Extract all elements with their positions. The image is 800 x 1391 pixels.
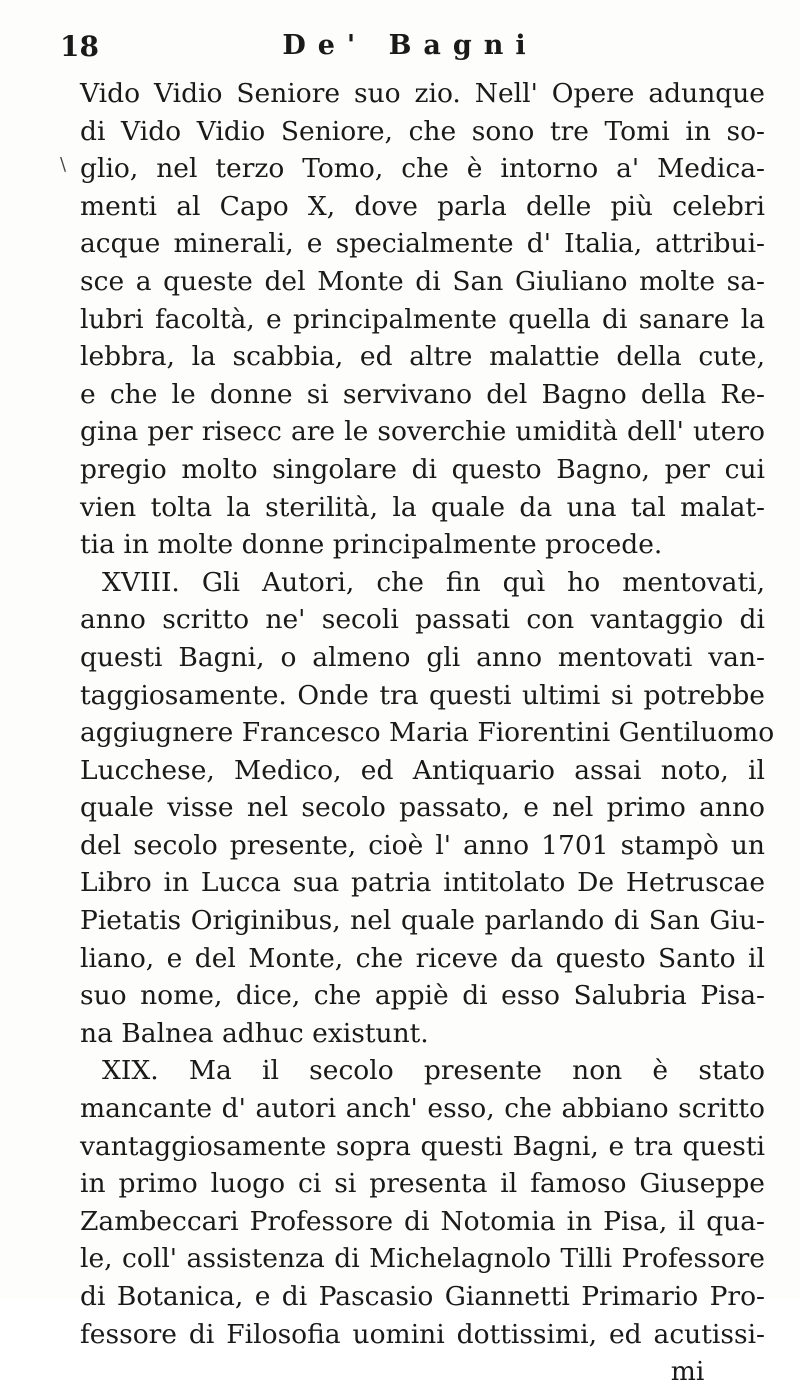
text-line: Pietatis Originibus, nel quale parlando di San Giu- bbox=[80, 905, 765, 937]
page-header bbox=[60, 30, 760, 70]
text-line: e che le donne si servivano del Bagno della Re- bbox=[80, 378, 765, 410]
text-line: aggiugnere Francesco Maria Fiorentini Gentiluomo bbox=[80, 717, 775, 749]
text-line: mancante d' autori anch' esso, che abbiano scritto bbox=[80, 1093, 765, 1125]
text-line: vien tolta la sterilità, la quale da una tal malat- bbox=[80, 491, 765, 523]
text-line: di Vido Vidio Seniore, che sono tre Tomi in so- bbox=[80, 115, 765, 147]
text-line: gina per risecc are le soverchie umidità dell' utero bbox=[80, 416, 765, 448]
text-line: le, coll' assistenza di Michelagnolo Tilli Professore bbox=[80, 1243, 765, 1275]
body-text bbox=[80, 75, 775, 1391]
text-line: quale visse nel secolo passato, e nel primo anno bbox=[80, 792, 765, 824]
text-line: na Balnea adhuc existunt. bbox=[80, 1017, 429, 1049]
text-line: lebbra, la scabbia, ed altre malattie della cute, bbox=[80, 341, 765, 373]
text-line: menti al Capo X, dove parla delle più celebri bbox=[80, 190, 765, 222]
text-line: acque minerali, e specialmente d' Italia, attribui- bbox=[80, 228, 765, 260]
text-line: di Botanica, e di Pascasio Giannetti Primario Pro- bbox=[80, 1281, 765, 1312]
text-line: XIX. Ma il secolo presente non è stato bbox=[102, 1055, 765, 1087]
text-line: sce a queste del Monte di San Giuliano molte sa- bbox=[80, 265, 765, 297]
text-line: taggiosamente. Onde tra questi ultimi si potrebbe bbox=[80, 679, 765, 711]
text-line: Vido Vidio Seniore suo zio. Nell' Opere adunque bbox=[80, 78, 765, 109]
text-line: Libro in Lucca sua patria intitolato De Hetruscae bbox=[80, 867, 765, 899]
text-line: XVIII. Gli Autori, che fin quì ho mentovati, bbox=[102, 566, 765, 598]
text-line: in primo luogo ci si presenta il famoso Giuseppe bbox=[80, 1168, 765, 1200]
text-line: lubri facoltà, e principalmente quella di sanare la bbox=[80, 303, 765, 335]
text-line: mi bbox=[670, 1356, 705, 1388]
text-line: pregio molto singolare di questo Bagno, per cui bbox=[80, 453, 765, 485]
text-line: vantaggiosamente sopra questi Bagni, e tra questi bbox=[80, 1130, 765, 1162]
text-line: Zambeccari Professore di Notomia in Pisa, il qua- bbox=[80, 1205, 765, 1237]
page-number: 18 bbox=[60, 30, 99, 63]
text-line: suo nome, dice, che appiè di esso Salubria Pisa- bbox=[80, 980, 765, 1012]
text-line: del secolo presente, cioè l' anno 1701 stampò un bbox=[80, 829, 765, 861]
text-line: anno scritto ne' secoli passati con vantaggio di bbox=[80, 604, 765, 636]
text-line: liano, e del Monte, che riceve da questo Santo il bbox=[80, 942, 765, 974]
text-line: fessore di Filosofia uomini dottissimi, ed acutissi- bbox=[80, 1318, 765, 1350]
text-line: Lucchese, Medico, ed Antiquario assai noto, il bbox=[80, 754, 765, 786]
margin-mark: \ bbox=[60, 154, 67, 175]
text-line: glio, nel terzo Tomo, che è intorno a' Medica- bbox=[80, 153, 765, 185]
text-line: questi Bagni, o almeno gli anno mentovati van- bbox=[80, 641, 765, 673]
text-line: tia in molte donne principalmente procede. bbox=[80, 529, 663, 561]
running-title: De' Bagni bbox=[282, 30, 538, 61]
